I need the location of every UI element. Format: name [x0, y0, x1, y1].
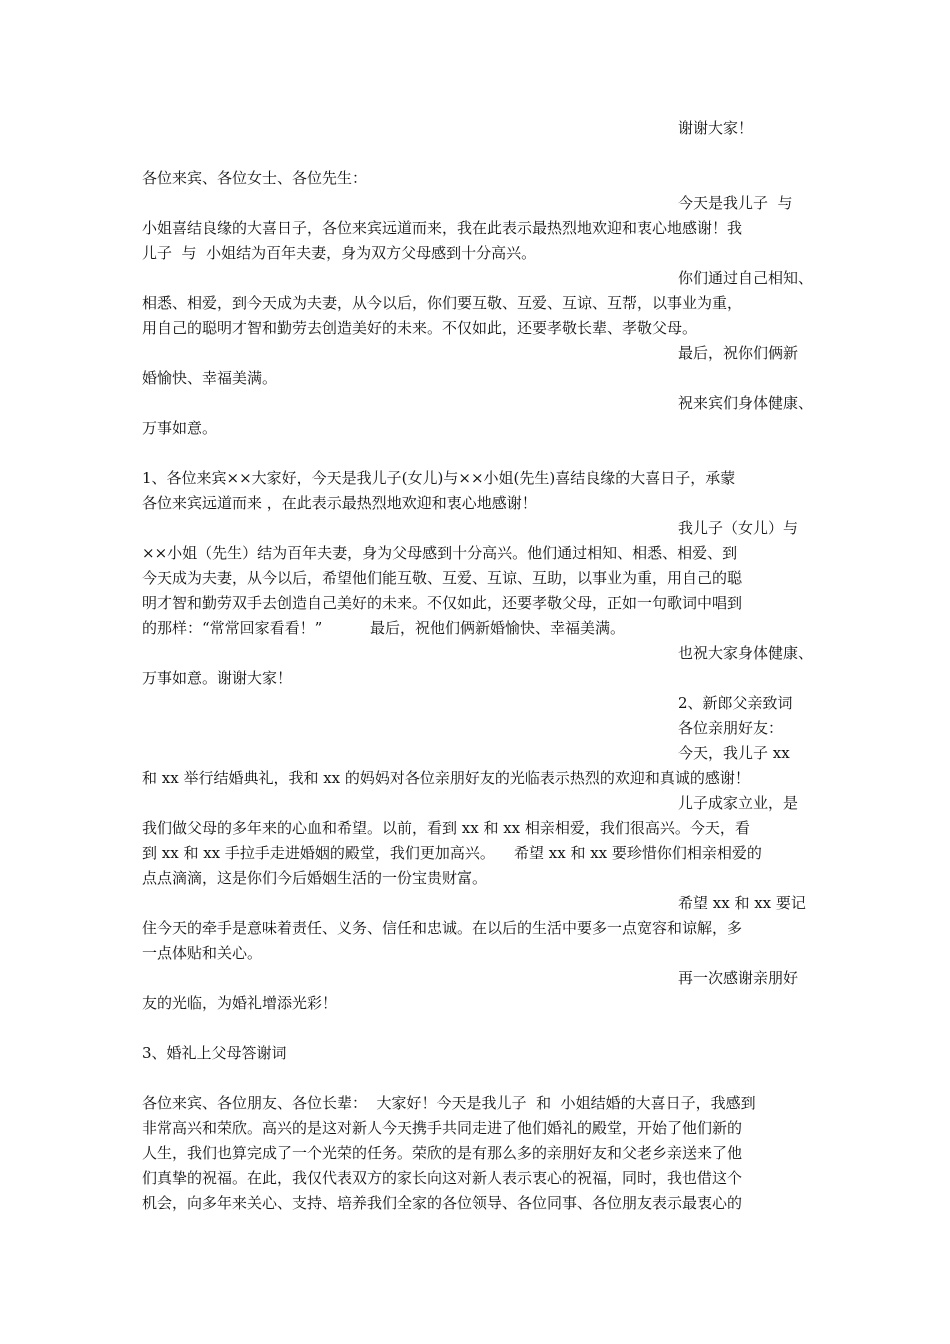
text-line: 相悉、相爱，到今天成为夫妻，从今以后，你们要互敬、互爱、互谅、互帮，以事业为重， — [142, 294, 743, 312]
text-line: ××小姐（先生）结为百年夫妻，身为父母感到十分高兴。他们通过相知、相悉、相爱、到 — [142, 544, 738, 562]
text-line: 各位来宾远道而来 ，在此表示最热烈地欢迎和衷心地感谢！ — [142, 494, 537, 512]
text-line: 住今天的牵手是意味着责任、义务、信任和忠诚。在以后的生活中要多一点宽容和谅解，多 — [142, 919, 743, 937]
text-line: 今天成为夫妻，从今以后，希望他们能互敬、互爱、互谅、互助，以事业为重，用自己的聪 — [142, 569, 743, 587]
text-line: 儿子成家立业，是 — [678, 794, 799, 812]
text-line: 今天是我儿子 与 — [678, 194, 793, 212]
text-line: 用自己的聪明才智和勤劳去创造美好的未来。不仅如此，还要孝敬长辈、孝敬父母。 — [142, 319, 698, 337]
text-line: 1、各位来宾××大家好，今天是我儿子(女儿)与××小姐(先生)喜结良缘的大喜日子，承蒙 — [142, 469, 736, 487]
text-line: 我儿子（女儿）与 — [678, 519, 799, 537]
text-line: 婚愉快、幸福美满。 — [142, 369, 278, 387]
text-line: 点点滴滴，这是你们今后婚姻生活的一份宝贵财富。 — [142, 869, 488, 887]
text-line: 到 xx 和 xx 手拉手走进婚姻的殿堂，我们更加高兴。 希望 xx 和 xx 要珍惜你们相亲相爱的 — [142, 844, 762, 862]
text-line: 我们做父母的多年来的心血和希望。以前，看到 xx 和 xx 相亲相爱，我们很高兴。今天，看 — [142, 819, 750, 837]
text-line: 希望 xx 和 xx 要记 — [678, 894, 806, 912]
text-line: 也祝大家身体健康、 — [678, 644, 814, 662]
text-line: 各位亲朋好友： — [678, 719, 784, 737]
text-line: 机会，向多年来关心、支持、培养我们全家的各位领导、各位同事、各位朋友表示最衷心的 — [142, 1194, 743, 1212]
text-line: 再一次感谢亲朋好 — [678, 969, 799, 987]
text-line: 万事如意。谢谢大家！ — [142, 669, 293, 687]
text-line: 一点体贴和关心。 — [142, 944, 263, 962]
text-line: 各位来宾、各位女士、各位先生： — [142, 169, 368, 187]
section-heading: 3、婚礼上父母答谢词 — [142, 1044, 287, 1062]
text-line: 谢谢大家！ — [678, 119, 754, 137]
text-line: 最后，祝你们俩新 — [678, 344, 799, 362]
text-line: 的那样：“常常回家看看！” 最后，祝他们俩新婚愉快、幸福美满。 — [142, 619, 626, 637]
text-line: 今天，我儿子 xx — [678, 744, 790, 762]
text-line: 各位来宾、各位朋友、各位长辈： 大家好！今天是我儿子 和 小姐结婚的大喜日子，我感到 — [142, 1094, 756, 1112]
text-line: 们真挚的祝福。在此，我仅代表双方的家长向这对新人表示衷心的祝福，同时，我也借这个 — [142, 1169, 743, 1187]
text-line: 祝来宾们身体健康、 — [678, 394, 814, 412]
text-line: 非常高兴和荣欣。高兴的是这对新人今天携手共同走进了他们婚礼的殿堂，开始了他们新的 — [142, 1119, 743, 1137]
text-line: 友的光临，为婚礼增添光彩！ — [142, 994, 338, 1012]
text-line: 和 xx 举行结婚典礼，我和 xx 的妈妈对各位亲朋好友的光临表示热烈的欢迎和真诚的感谢！ — [142, 769, 750, 787]
text-line: 儿子 与 小姐结为百年夫妻，身为双方父母感到十分高兴。 — [142, 244, 537, 262]
section-heading: 2、新郎父亲致词 — [678, 694, 793, 712]
text-line: 你们通过自己相知、 — [678, 269, 814, 287]
text-line: 明才智和勤劳双手去创造自己美好的未来。不仅如此，还要孝敬父母，正如一句歌词中唱到 — [142, 594, 743, 612]
text-line: 小姐喜结良缘的大喜日子，各位来宾远道而来，我在此表示最热烈地欢迎和衷心地感谢！我 — [142, 219, 743, 237]
text-line: 人生，我们也算完成了一个光荣的任务。荣欣的是有那么多的亲朋好友和父老乡亲送来了他 — [142, 1144, 743, 1162]
text-line: 万事如意。 — [142, 419, 218, 437]
